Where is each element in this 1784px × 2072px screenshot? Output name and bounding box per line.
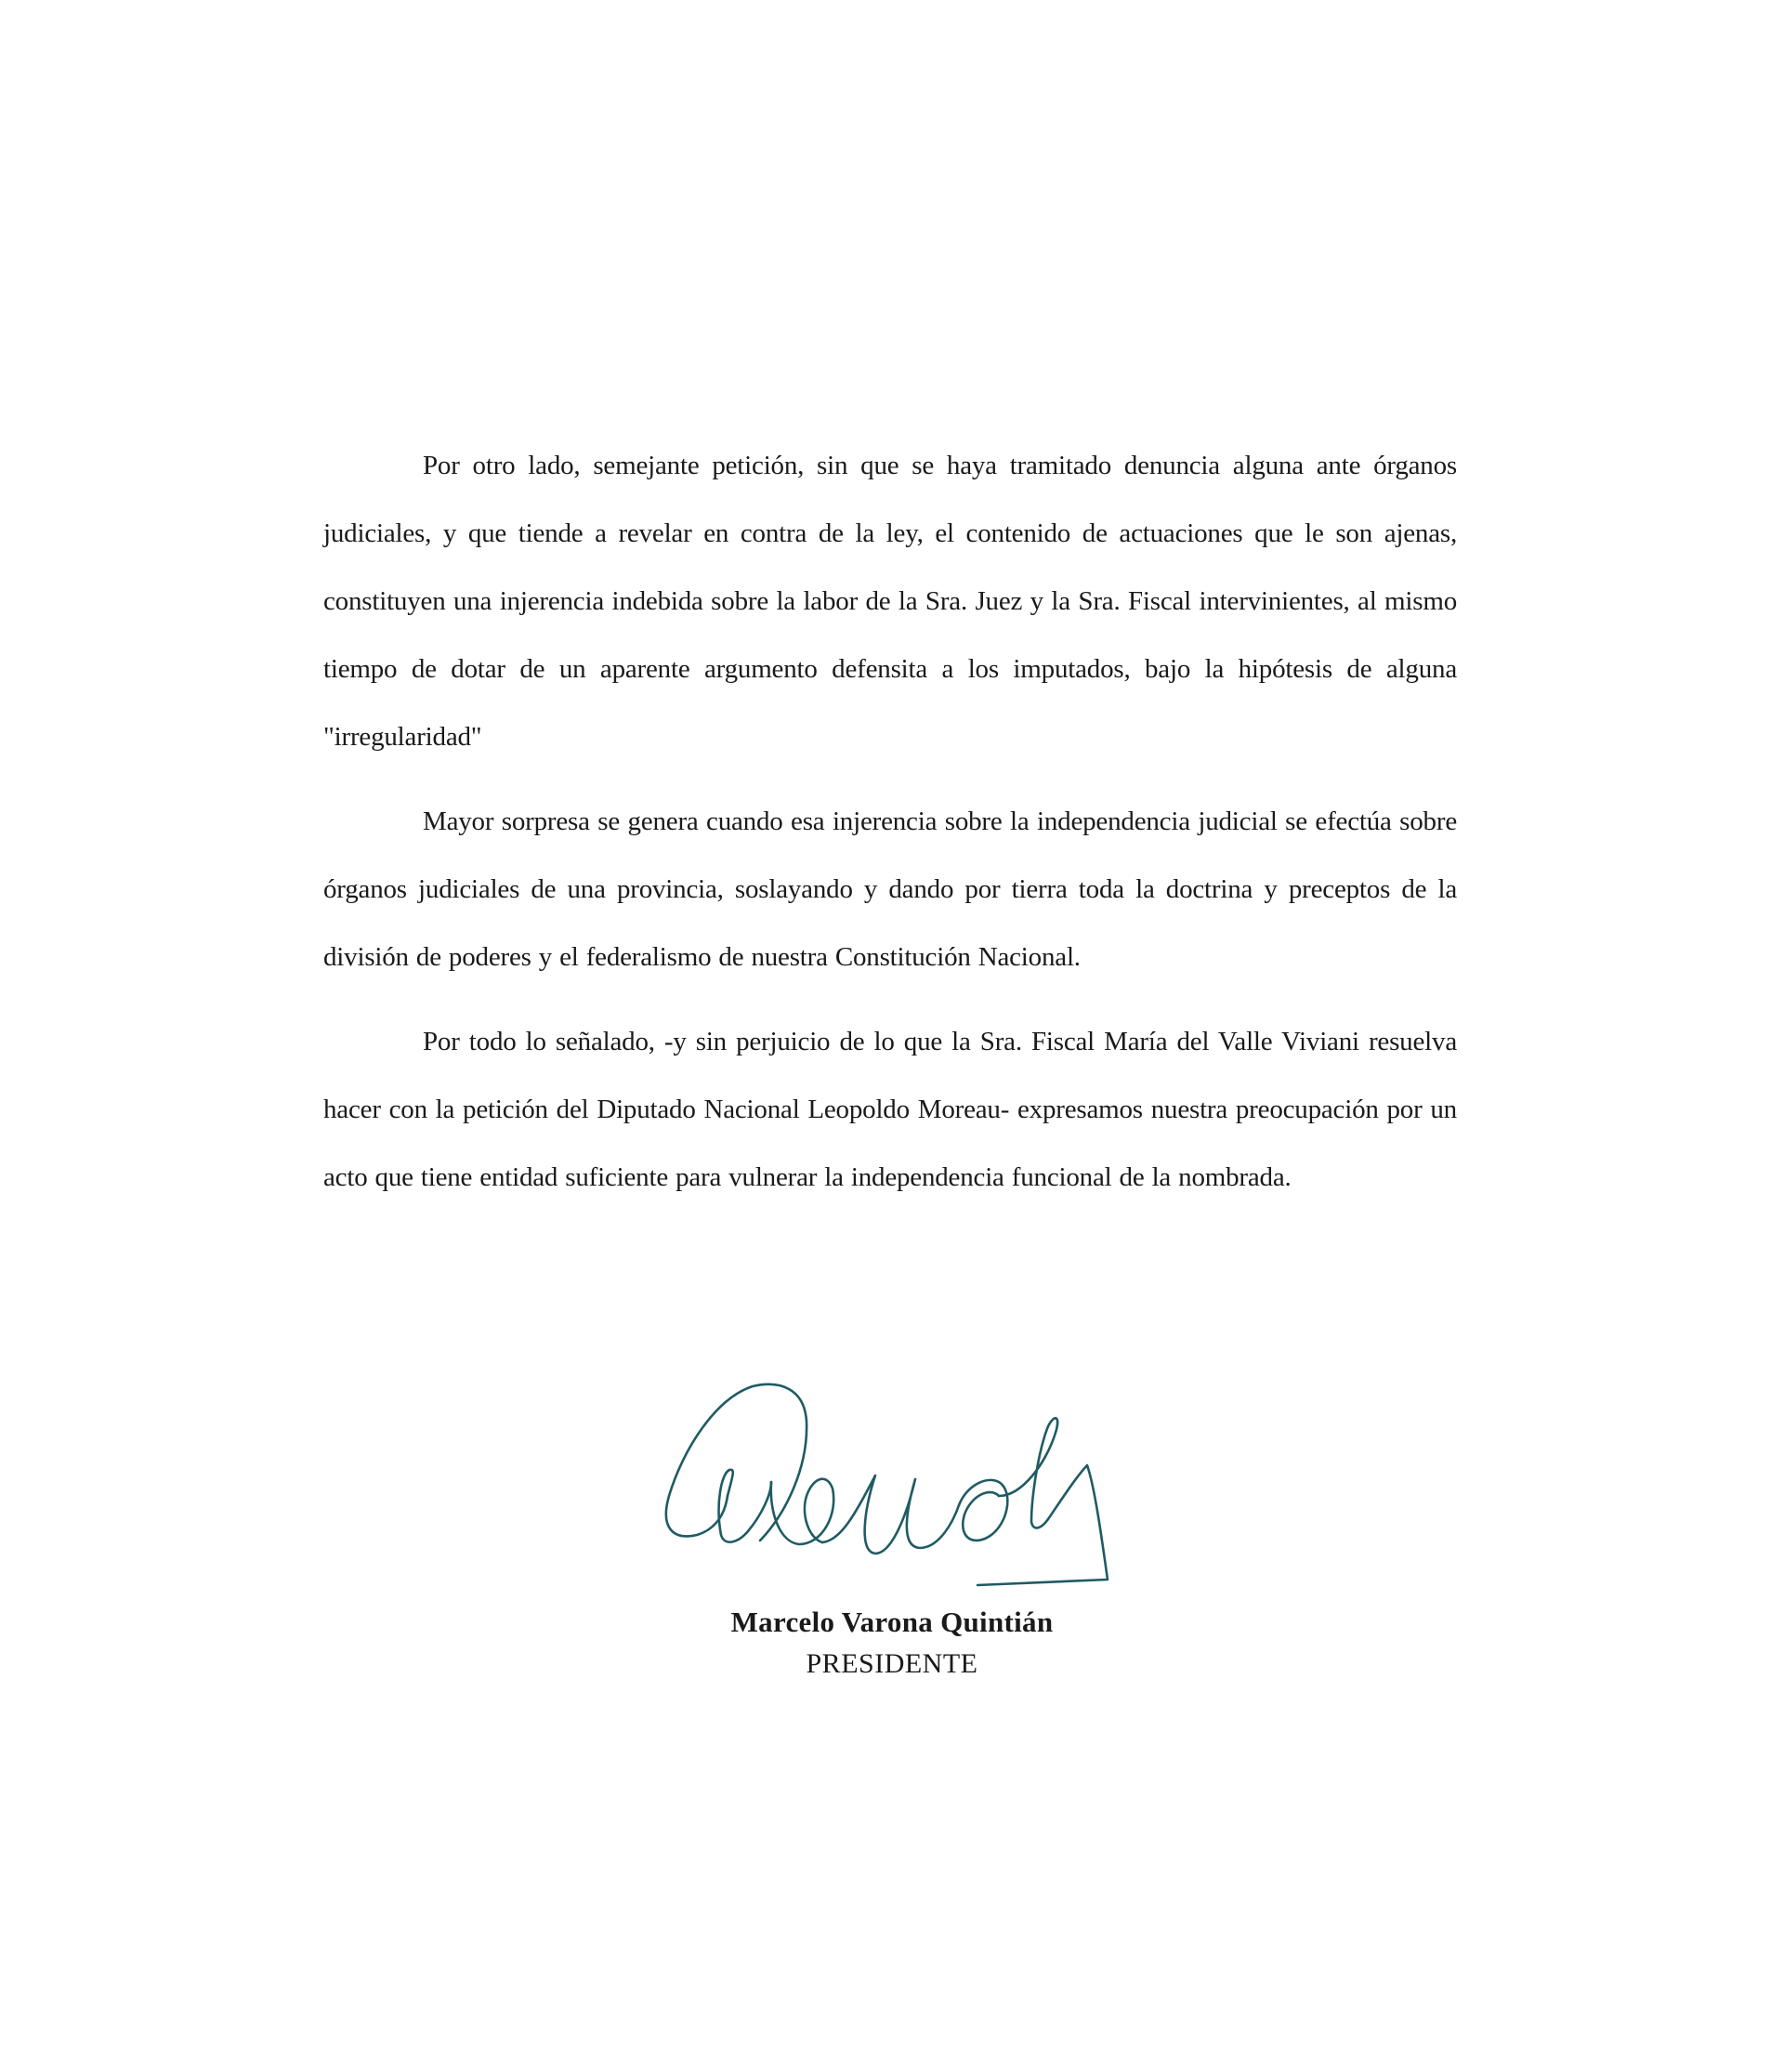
paragraph-injerencia: Por otro lado, semejante petición, sin que se haya tramitado denuncia alguna ante órganos judiciales, y que tiende a revelar en contra de la ley, el contenido de actuaciones que le son ajenas, constituyen una injerencia indebida sobre la labor de la Sra. Juez y la Sra. Fiscal intervinientes, al mismo tiempo de dotar de un aparente argumento defensita a los imputados, bajo la hipótesis de alguna "irregularidad" bbox=[323, 451, 1457, 752]
signer-title: PRESIDENTE bbox=[806, 1648, 978, 1679]
paragraph-conclusion: Por todo lo señalado, -y sin perjuicio de lo que la Sra. Fiscal María del Valle Viviani resuelva hacer con la petición del Diputado Nacional Leopoldo Moreau- expresamos nuestra preocupación por un acto que tiene entidad suficiente para vulnerar la independencia funcional de la nombrada. bbox=[323, 1027, 1457, 1192]
signer-block bbox=[613, 1600, 1171, 1684]
signature-icon bbox=[632, 1375, 1134, 1598]
document-body bbox=[323, 432, 1457, 1228]
signer-name: Marcelo Varona Quintián bbox=[730, 1606, 1054, 1638]
handwritten-signature bbox=[632, 1375, 1134, 1598]
paragraph-sorpresa: Mayor sorpresa se genera cuando esa injerencia sobre la independencia judicial se efectúa sobre órganos judiciales de una provincia, soslayando y dando por tierra toda la doctrina y preceptos de la división de poderes y el federalismo de nuestra Constitución Nacional. bbox=[323, 807, 1457, 972]
